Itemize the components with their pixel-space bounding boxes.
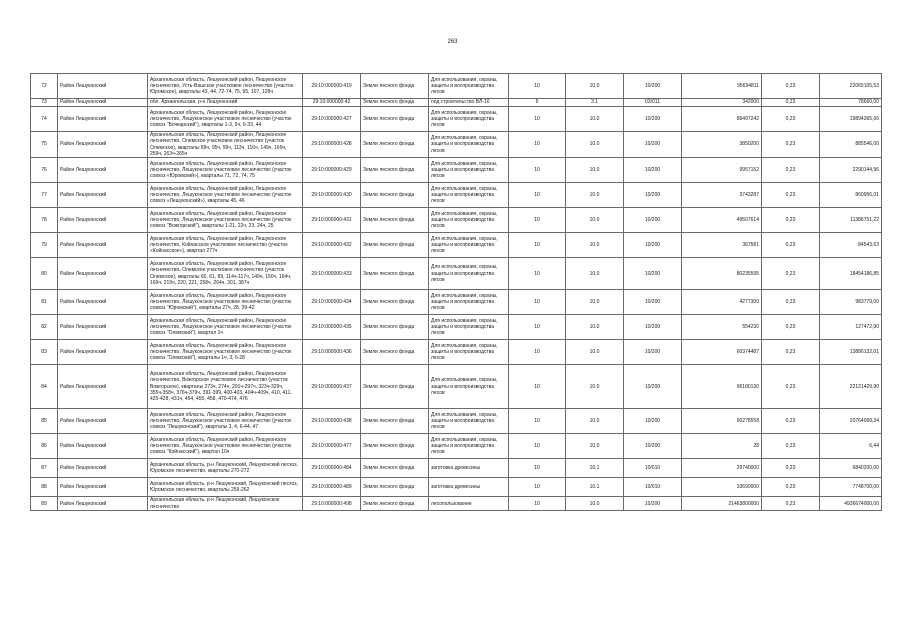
permitted-use-cell: лесопользование [429,497,509,511]
land-category-cell: Земли лесного фонда [361,409,429,434]
permitted-use-cell: Для использования, охраны, защиты и воспроизводства лесов [429,74,509,99]
rate-cell: 0,23 [762,409,820,434]
code-subgroup-cell: 10.0 [566,107,624,132]
code-subgroup-cell: 10.0 [566,409,624,434]
row-number-cell: 76 [31,158,58,183]
rate-cell: 0,23 [762,107,820,132]
area-cell: 4277300 [682,290,762,315]
land-category-cell: Земли лесного фонда [361,183,429,208]
permitted-use-cell: Для использования, охраны, защиты и воспроизводства лесов [429,365,509,409]
district-cell: Район Лешуконский [58,183,148,208]
rate-cell: 0,23 [762,434,820,459]
land-category-cell: Земли лесного фонда [361,107,429,132]
code-group-cell: 10 [509,434,566,459]
area-cell: 49507614 [682,208,762,233]
cadastral-number-cell: 29:10:000000:432 [303,233,361,258]
district-cell: Район Лешуконский [58,208,148,233]
cadastral-value-cell: 6,44 [820,434,882,459]
area-cell: 342000 [682,99,762,107]
rate-cell: 0,23 [762,290,820,315]
rate-cell: 0,23 [762,132,820,158]
cadastral-value-cell: 7748700,00 [820,478,882,497]
cadastral-value-cell: 11386751,22 [820,208,882,233]
code-type-cell: 10/200 [624,365,682,409]
land-category-cell: Земли лесного фонда [361,290,429,315]
area-cell: 90278558 [682,409,762,434]
land-category-cell: Земли лесного фонда [361,315,429,340]
permitted-use-cell: Для использования, охраны, защиты и воспроизводства лесов [429,290,509,315]
rate-cell: 0,23 [762,183,820,208]
area-cell: 3743287 [682,183,762,208]
permitted-use-cell: Для использования, охраны, защиты и воспроизводства лесов [429,183,509,208]
land-category-cell: Земли лесного фонда [361,132,429,158]
cadastral-number-cell: 29:10:000000:429 [303,158,361,183]
district-cell: Район Лешуконский [58,132,148,158]
area-cell: 96180130 [682,365,762,409]
row-number-cell: 75 [31,132,58,158]
rate-cell: 0,23 [762,208,820,233]
code-group-cell: 10 [509,315,566,340]
location-cell: Архангельская область, Лешуконский район, Лешуконское лесничество, Олемское участковое лесничество (участок Олемское), кварталы 60, 61, 89, 114ч-117ч, 149ч, 150ч, 164ч, 169ч, 219ч, 220, 221, 258ч, 264ч, 301, 387ч [148,258,303,290]
cadastral-value-cell: 127472,90 [820,315,882,340]
district-cell: Район Лешуконский [58,107,148,132]
location-cell: Архангельская область, Лешуконский район, Лешуконское лесничество, Лешуконское участковое лесничество (участок совхоз "Олемский"), кварталы 1ч, 3, 6-28 [148,340,303,365]
table-row [31,409,882,434]
cadastral-value-cell: 4936674000,00 [820,497,882,511]
cadastral-number-cell: 29:10:000000:431 [303,208,361,233]
code-subgroup-cell: 10.0 [566,290,624,315]
code-subgroup-cell: 10.0 [566,315,624,340]
area-cell: 29740000 [682,459,762,478]
table-row [31,208,882,233]
code-subgroup-cell: 10.0 [566,233,624,258]
code-type-cell: 10/200 [624,258,682,290]
row-number-cell: 83 [31,340,58,365]
table-row [31,315,882,340]
cadastral-value-cell: 13886132,01 [820,340,882,365]
district-cell: Район Лешуконский [58,74,148,99]
code-group-cell: 10 [509,497,566,511]
permitted-use-cell: Для использования, охраны, защиты и воспроизводства лесов [429,132,509,158]
code-subgroup-cell: 10.0 [566,158,624,183]
table-row [31,459,882,478]
cadastral-number-cell: 29:10:000000:489 [303,478,361,497]
table-body [31,74,882,511]
land-category-cell: Земли лесного фонда [361,99,429,107]
land-category-cell: Земли лесного фонда [361,497,429,511]
rate-cell: 0,23 [762,74,820,99]
code-group-cell: 10 [509,233,566,258]
code-type-cell: 10/200 [624,158,682,183]
location-cell: Архангельская область, Лешуконский район, Лешуконское лесничество, Лешуконское участковое лесничество (участок совхоз "Лешуконский"), кварталы 3, 4, 6-44, 47 [148,409,303,434]
row-number-cell: 84 [31,365,58,409]
cadastral-number-cell: 29:10:000000:484 [303,459,361,478]
code-type-cell: 10/200 [624,208,682,233]
code-type-cell: 10/010 [624,478,682,497]
area-cell: 9957152 [682,158,762,183]
code-group-cell: 10 [509,365,566,409]
code-type-cell: 10/200 [624,290,682,315]
table-row [31,107,882,132]
location-cell: Архангельская область, Лешуконский район, Лешуконское лесничество, Олемское участковое лесничество (участок Олемское), кварталы 89ч, 95ч, 99ч, 113ч, 116ч, 149ч, 169ч, 259ч, 263ч-265ч [148,132,303,158]
location-cell: Архангельская область, р-н Лешуконский, Лешуконское лесничество [148,497,303,511]
rate-cell: 0,23 [762,99,820,107]
rate-cell: 0,23 [762,365,820,409]
permitted-use-cell: Для использования, охраны, защиты и воспроизводства лесов [429,315,509,340]
table-row [31,132,882,158]
rate-cell: 0,23 [762,497,820,511]
table-row [31,497,882,511]
code-group-cell: 10 [509,258,566,290]
cadastral-number-cell: 29:10:000000:434 [303,290,361,315]
code-type-cell: 10/200 [624,74,682,99]
row-number-cell: 79 [31,233,58,258]
land-category-cell: Земли лесного фонда [361,233,429,258]
permitted-use-cell: под строительство ВЛ-10 [429,99,509,107]
area-cell: 80235595 [682,258,762,290]
location-cell: Архангельская область, Лешуконский район, Лешуконское лесничество, Лешуконское участковое лесничество (участок совхоз "Юромский"), кварталы 27ч, 28, 39-42 [148,290,303,315]
table-row [31,365,882,409]
permitted-use-cell: Для использования, охраны, защиты и воспроизводства лесов [429,158,509,183]
cadastral-value-cell: 860956,01 [820,183,882,208]
district-cell: Район Лешуконский [58,99,148,107]
cadastral-value-cell: 18454186,85 [820,258,882,290]
location-cell: Архангельская область, р-н Лешуконский, Лешуконский лесхоз, Юромское лесничество, кварталы 259-262 [148,478,303,497]
code-group-cell: 10 [509,409,566,434]
code-subgroup-cell: 10.0 [566,74,624,99]
location-cell: Архангельская область, Лешуконский район, Лешуконское лесничество, Усть-Вашское участковое лесничество (участок Юромское), кварталы 43, 44, 72-74, 75, 95, 107, 128ч [148,74,303,99]
table-row [31,340,882,365]
rate-cell: 0,23 [762,258,820,290]
land-category-cell: Земли лесного фонда [361,158,429,183]
page-number: 263 [447,39,458,45]
cadastral-number-cell: 29:10:000000:498 [303,497,361,511]
code-subgroup-cell: 10.0 [566,183,624,208]
cadastral-value-cell: 19894365,66 [820,107,882,132]
cadastral-value-cell: 983779,00 [820,290,882,315]
district-cell: Район Лешуконский [58,290,148,315]
cadastral-number-cell: 29:10:000000:430 [303,183,361,208]
table-row [31,290,882,315]
cadastral-value-cell: 22065105,53 [820,74,882,99]
permitted-use-cell: заготовка древесины [429,459,509,478]
district-cell: Район Лешуконский [58,233,148,258]
district-cell: Район Лешуконский [58,409,148,434]
location-cell: Архангельская область, Лешуконский район, Лешуконское лесничество, Койнасское участковое лесничество (участок «Койнасское»), квартал 277ч [148,233,303,258]
code-group-cell: 10 [509,340,566,365]
table-row [31,158,882,183]
row-number-cell: 74 [31,107,58,132]
permitted-use-cell: Для использования, охраны, защиты и воспроизводства лесов [429,258,509,290]
location-cell: Архангельская область, Лешуконский район, Лешуконское лесничество, Лешуконское участковое лесничество (участок совхоз "Олемский"), квартал 1ч [148,315,303,340]
cadastral-number-cell: 29:10:000000:438 [303,409,361,434]
code-type-cell: 10/200 [624,233,682,258]
table-row [31,258,882,290]
permitted-use-cell: заготовка древесины [429,478,509,497]
cadastral-number-cell: 29:10:000000:428 [303,132,361,158]
row-number-cell: 80 [31,258,58,290]
code-group-cell: 10 [509,208,566,233]
code-type-cell: 10/200 [624,132,682,158]
code-subgroup-cell: 10.0 [566,434,624,459]
permitted-use-cell: Для использования, охраны, защиты и воспроизводства лесов [429,233,509,258]
cadastral-number-cell: 29:10:000000:427 [303,107,361,132]
land-category-cell: Земли лесного фонда [361,208,429,233]
code-group-cell: 10 [509,158,566,183]
row-number-cell: 77 [31,183,58,208]
code-subgroup-cell: 10.0 [566,497,624,511]
land-category-cell: Земли лесного фонда [361,340,429,365]
cadastral-number-cell: 29:10:000000:435 [303,315,361,340]
land-category-cell: Земли лесного фонда [361,365,429,409]
location-cell: Архангельская область, Лешуконский район, Лешуконское лесничество, Лешуконское участковое лесничество (участок совхоз "Койнасский"), квартал 10ч [148,434,303,459]
area-cell: 95694811 [682,74,762,99]
row-number-cell: 81 [31,290,58,315]
land-plots-table [30,73,882,511]
cadastral-value-cell: 20764068,34 [820,409,882,434]
location-cell: обл. Архангельская, р-н Лешуконский [148,99,303,107]
code-group-cell: 10 [509,132,566,158]
district-cell: Район Лешуконский [58,478,148,497]
rate-cell: 0,23 [762,315,820,340]
area-cell: 367581 [682,233,762,258]
rate-cell: 0,23 [762,459,820,478]
land-category-cell: Земли лесного фонда [361,478,429,497]
area-cell: 33690000 [682,478,762,497]
code-type-cell: 10/010 [624,459,682,478]
rate-cell: 0,23 [762,340,820,365]
code-type-cell: 10/200 [624,409,682,434]
rate-cell: 0,23 [762,158,820,183]
location-cell: Архангельская область, Лешуконский район, Лешуконское лесничество, Лешуконское участковое лесничество (участок совхоз "Бочкарский"), кварталы 1-3, 5ч, 6-33, 44 [148,107,303,132]
table-row [31,183,882,208]
cadastral-value-cell: 885546,00 [820,132,882,158]
district-cell: Район Лешуконский [58,434,148,459]
code-group-cell: 10 [509,107,566,132]
cadastral-value-cell: 22121429,90 [820,365,882,409]
district-cell: Район Лешуконский [58,459,148,478]
row-number-cell: 86 [31,434,58,459]
permitted-use-cell: Для использования, охраны, защиты и воспроизводства лесов [429,208,509,233]
permitted-use-cell: Для использования, охраны, защиты и воспроизводства лесов [429,434,509,459]
code-group-cell: 10 [509,459,566,478]
land-category-cell: Земли лесного фонда [361,459,429,478]
cadastral-number-cell: 29:10:000000:419 [303,74,361,99]
table-row [31,99,882,107]
code-type-cell: 10/200 [624,497,682,511]
area-cell: 3850200 [682,132,762,158]
code-group-cell: 10 [509,290,566,315]
permitted-use-cell: Для использования, охраны, защиты и воспроизводства лесов [429,340,509,365]
code-group-cell: 10 [509,183,566,208]
area-cell: 21463800000 [682,497,762,511]
cadastral-number-cell: 29:10:000000:436 [303,340,361,365]
cadastral-value-cell: 78660,00 [820,99,882,107]
code-subgroup-cell: 10.1 [566,459,624,478]
land-category-cell: Земли лесного фонда [361,434,429,459]
district-cell: Район Лешуконский [58,158,148,183]
location-cell: Архангельская область, Лешуконский район, Лешуконское лесничество, Лешуконское участковое лесничество (участок совхоз "Вожгорский"), кварталы 1-21, 22ч, 23, 24ч, 25 [148,208,303,233]
table-row [31,233,882,258]
code-subgroup-cell: 10.0 [566,208,624,233]
land-category-cell: Земли лесного фонда [361,74,429,99]
location-cell: Архангельская область, р-н Лешуконский, Лешуконский лесхоз, Юромское лесничество, кварталы 270-272 [148,459,303,478]
row-number-cell: 87 [31,459,58,478]
area-cell: 554230 [682,315,762,340]
district-cell: Район Лешуконский [58,497,148,511]
district-cell: Район Лешуконский [58,315,148,340]
table-row [31,434,882,459]
rate-cell: 0,23 [762,478,820,497]
location-cell: Архангельская область, Лешуконский район, Лешуконское лесничество, Лешуконское участковое лесничество (участок совхоз «Лешуконский»), кварталы 45, 46 [148,183,303,208]
code-subgroup-cell: 10.0 [566,258,624,290]
cadastral-number-cell: 29:10:000000:477 [303,434,361,459]
cadastral-value-cell: 84543,63 [820,233,882,258]
code-type-cell: 10/200 [624,315,682,340]
land-category-cell: Земли лесного фонда [361,258,429,290]
location-cell: Архангельская область, Лешуконский район, Лешуконское лесничество, Лешуконское участковое лесничество (участок совхоз «Юромский»), кварталы 71, 72, 74, 75 [148,158,303,183]
rate-cell: 0,23 [762,233,820,258]
cadastral-value-cell: 2290144,96 [820,158,882,183]
code-type-cell: 10/200 [624,434,682,459]
area-cell: 60374487 [682,340,762,365]
table-row [31,478,882,497]
row-number-cell: 85 [31,409,58,434]
land-plots-table-container [30,73,881,511]
permitted-use-cell: Для использования, охраны, защиты и воспроизводства лесов [429,107,509,132]
row-number-cell: 89 [31,497,58,511]
row-number-cell: 88 [31,478,58,497]
area-cell: 28 [682,434,762,459]
code-type-cell: 10/200 [624,107,682,132]
code-subgroup-cell: 3.1 [566,99,624,107]
code-subgroup-cell: 10.0 [566,365,624,409]
district-cell: Район Лешуконский [58,365,148,409]
cadastral-number-cell: 29:10:000000:42 [303,99,361,107]
permitted-use-cell: Для использования, охраны, защиты и воспроизводства лесов [429,409,509,434]
row-number-cell: 73 [31,99,58,107]
area-cell: 86497242 [682,107,762,132]
code-type-cell: 10/200 [624,183,682,208]
row-number-cell: 78 [31,208,58,233]
district-cell: Район Лешуконский [58,258,148,290]
cadastral-number-cell: 29:10:000000:433 [303,258,361,290]
code-subgroup-cell: 10.1 [566,478,624,497]
table-row [31,74,882,99]
district-cell: Район Лешуконский [58,340,148,365]
code-subgroup-cell: 10.0 [566,340,624,365]
code-group-cell: 10 [509,478,566,497]
code-group-cell: 10 [509,74,566,99]
code-group-cell: 6 [509,99,566,107]
cadastral-value-cell: 6840200,00 [820,459,882,478]
code-type-cell: 03/011 [624,99,682,107]
cadastral-number-cell: 29:10:000000:437 [303,365,361,409]
row-number-cell: 72 [31,74,58,99]
code-subgroup-cell: 10.0 [566,132,624,158]
code-type-cell: 10/200 [624,340,682,365]
location-cell: Архангельская область, Лешуконский район, Лешуконское лесничество, Вожгорское участковое лесничество (участок Вожгорское), кварталы 273ч, 274ч, 291ч-297ч, 323ч-329ч, 355ч-358ч, 376ч-379ч, 391-399, 400-403, 404ч-409ч, 410, 411, 425-428, 431ч, 454, 455, 458, 470-474, 476 [148,365,303,409]
row-number-cell: 82 [31,315,58,340]
